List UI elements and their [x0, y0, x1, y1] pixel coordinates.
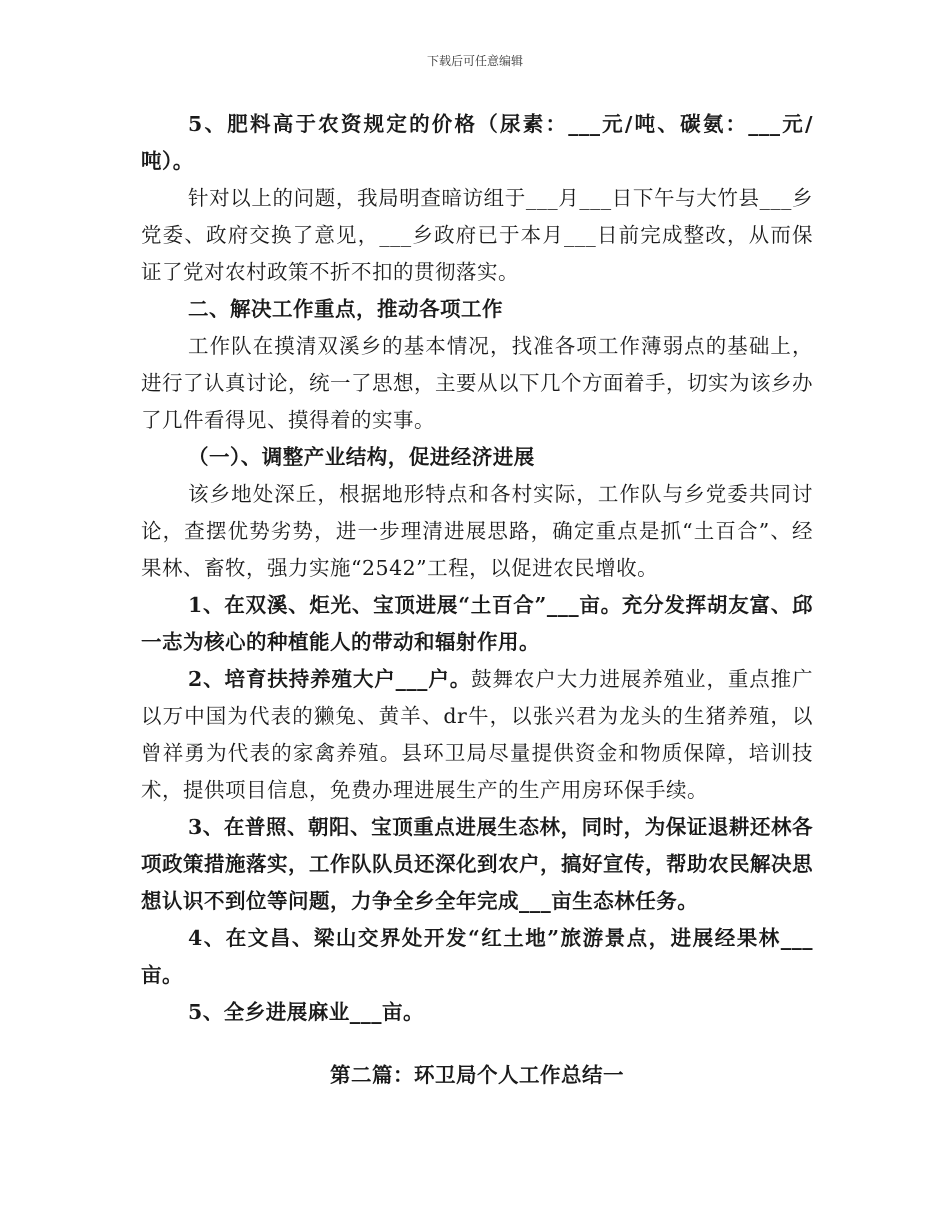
paragraph-work-team: 工作队在摸清双溪乡的基本情况，找准各项工作薄弱点的基础上，进行了认真讨论，统一了思想，主要从以下几个方面着手，切实为该乡办了几件看得见、摸得着的实事。 — [141, 334, 813, 432]
paragraph-breeding — [141, 661, 813, 809]
document-body — [141, 106, 813, 1094]
paragraph-development-plan: 该乡地处深丘，根据地形特点和各村实际，工作队与乡党委共同讨论，查摆优势劣势，进一步理清进展思路，确定重点是抓“土百合”、经果林、畜牧，强力实施“2542”工程，以促进农民增收。 — [141, 482, 813, 580]
paragraph-rectification: 针对以上的问题，我局明查暗访组于___月___日下午与大竹县___乡党委、政府交换了意见，___乡政府已于本月___日前完成整改，从而保证了党对农村政策不折不扣的贯彻落实。 — [141, 186, 813, 284]
paragraph-ecological-forest: 3、在普照、朝阳、宝顶重点进展生态林，同时，为保证退耕还林各项政策措施落实，工作队队员还深化到农户，搞好宣传，帮助农民解决思想认识不到位等问题，力争全乡全年完成___亩生态林任务。 — [141, 815, 813, 913]
heading-industry-structure: （一）、调整产业结构，促进经济进展 — [188, 445, 535, 469]
paragraph-hemp: 5、全乡进展麻业___亩。 — [188, 1000, 425, 1024]
paragraph-breeding-lead: 2、培育扶持养殖大户___户。 — [188, 667, 472, 691]
section-title: 第二篇：环卫局个人工作总结一 — [330, 1063, 624, 1087]
paragraph-fertilizer-price: 5、肥料高于农资规定的价格（尿素：___元/吨、碳氨：___元/吨）。 — [141, 112, 813, 173]
paragraph-breeding-rest: 鼓舞农户大力进展养殖业，重点推广以万中国为代表的獭兔、黄羊、dr牛，以张兴君为龙头的生猪养殖，以曾祥勇为代表的家禽养殖。县环卫局尽量提供资金和物质保障，培训技术，提供项目信息，免费办理进展生产的生产用房环保手续。 — [141, 667, 814, 802]
paragraph-lily-planting: 1、在双溪、炬光、宝顶进展“土百合”___亩。充分发挥胡友富、邱一志为核心的种植能人的带动和辐射作用。 — [141, 593, 813, 654]
heading-key-work: 二、解决工作重点，推动各项工作 — [188, 297, 503, 321]
paragraph-red-land-tourism: 4、在文昌、梁山交界处开发“红土地”旅游景点，进展经果林___亩。 — [141, 926, 813, 987]
page-header: 下载后可任意编辑 — [426, 54, 523, 68]
